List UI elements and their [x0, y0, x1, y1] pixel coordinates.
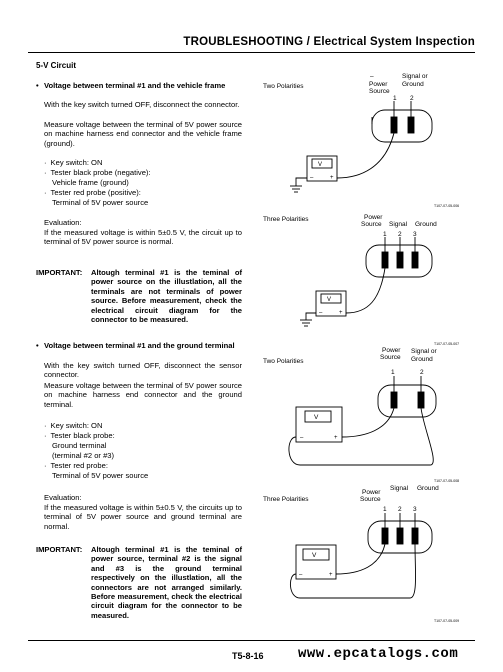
svg-text:Ground: Ground [411, 356, 433, 363]
svg-text:Ground: Ground [417, 485, 439, 492]
svg-text:1: 1 [383, 231, 387, 238]
block1-item-2: · Tester black probe (negative): [44, 168, 151, 177]
block1-item-4: · Tester red probe (positive): [44, 188, 141, 197]
bullet-title-2: • Voltage between terminal #1 and the ground terminal [36, 341, 235, 350]
svg-text:3: 3 [413, 506, 417, 513]
block2-p1: With the key switch turned OFF, disconnect the sensor connector. [44, 361, 242, 380]
svg-text:T107-07-05-008: T107-07-05-008 [434, 479, 460, 483]
svg-text:Three Polarities: Three Polarities [263, 496, 309, 503]
diagram1-signal-label-b: Ground [402, 81, 424, 88]
bullet-icon: • [36, 341, 39, 350]
page-header: TROUBLESHOOTING / Electrical System Inspection [183, 36, 475, 48]
block1-p1: With the key switch turned OFF, disconnect the connector. [44, 100, 240, 109]
block1-eval-text: If the measured voltage is within 5±0.5 V, the circuit up to terminal of 5V power source is normal. [44, 228, 242, 247]
svg-text:T107-07-05-009: T107-07-05-009 [434, 619, 460, 623]
important-text-2: Altough terminal #1 is the teminal of power source, terminal #2 is the signal and #3 is the ground terminal respectively on the illustlation, all the connectors are not arranged similarly. Before measurement, check the electrical circuit diagram for the connector to be measured. [91, 545, 242, 620]
svg-text:–: – [319, 310, 323, 316]
svg-text:V: V [318, 162, 323, 168]
diagram1-signal-label-a: Signal or [402, 73, 428, 80]
page-number: T5-8-16 [232, 651, 264, 661]
svg-text:+: + [329, 572, 333, 578]
diagram-two-polarities-2 [263, 347, 459, 483]
important-label-2: IMPORTANT: [36, 545, 83, 554]
important-text-1: Altough terminal #1 is the teminal of power source on the illustlation, all the terminals are not terminals of power source. Before measurement, check the electrical circuit diagram for the connector to be measured. [91, 268, 242, 325]
block1-item-1: · Key switch: ON [44, 158, 103, 167]
svg-text:Source: Source [360, 496, 381, 503]
svg-text:V: V [312, 552, 317, 559]
svg-text:Power: Power [362, 489, 381, 496]
diagram2-caption: Three Polarities [263, 216, 309, 223]
svg-text:Two Polarities: Two Polarities [263, 358, 304, 365]
svg-text:+: + [339, 310, 343, 316]
svg-text:2: 2 [420, 369, 424, 376]
diagram1-caption: Two Polarities [263, 83, 304, 90]
svg-text:2: 2 [398, 231, 402, 238]
diagram1-power-label-b: Source [369, 88, 390, 95]
svg-text:Signal or: Signal or [411, 348, 437, 355]
block1-item-5: Terminal of 5V power source [52, 198, 149, 207]
svg-text:V: V [314, 414, 319, 421]
svg-text:+: + [330, 175, 334, 181]
block2-item-2: · Tester black probe: [44, 431, 115, 440]
pin-2 [408, 117, 414, 133]
diagram1-code: T107-07-05-006 [434, 204, 460, 208]
block2-item-6: Terminal of 5V power source [52, 471, 149, 480]
footer-rule [28, 640, 475, 641]
diagram1-power-label-a: Power [369, 81, 388, 88]
diagram1-num-2: 2 [410, 95, 414, 102]
block2-item-1: · Key switch: ON [44, 421, 103, 430]
pin-1 [391, 117, 397, 133]
block2-eval-label: Evaluation: [44, 493, 82, 502]
svg-text:–: – [300, 435, 304, 441]
svg-text:–: – [299, 572, 303, 578]
svg-text:3: 3 [413, 231, 417, 238]
svg-text:T107-07-05-007: T107-07-05-007 [434, 342, 460, 346]
svg-text:Source: Source [361, 221, 382, 228]
connector-3 [378, 385, 436, 417]
diagram1-num-1: 1 [393, 95, 397, 102]
block1-eval-label: Evaluation: [44, 218, 82, 227]
diagram1-dash: – [370, 73, 374, 80]
svg-text:Power: Power [364, 214, 383, 221]
block1-item-3: Vehicle frame (ground) [52, 178, 129, 187]
section-title: 5-V Circuit [36, 61, 77, 70]
svg-text:Source: Source [380, 354, 401, 361]
svg-text:Power: Power [382, 347, 401, 354]
svg-text:Ground: Ground [415, 221, 437, 228]
watermark-url: www.epcatalogs.com [298, 646, 459, 662]
svg-text:1: 1 [391, 369, 395, 376]
svg-text:+: + [334, 435, 338, 441]
svg-text:–: – [310, 175, 314, 181]
block2-p2: Measure voltage between the terminal of 5V power source on machine harness end connector and the ground terminal. [44, 381, 242, 409]
connector-1 [372, 110, 432, 142]
block2-item-3: Ground terminal [52, 441, 107, 450]
diagram-three-polarities-2 [263, 485, 459, 623]
diagram-three-polarities-1 [263, 214, 459, 346]
svg-text:Signal: Signal [389, 221, 408, 228]
block2-eval-text: If the measured voltage is within 5±0.5 V, the circuits up to terminal of 5V power source and ground terminal are normal. [44, 503, 242, 531]
svg-text:V: V [327, 297, 332, 303]
svg-text:2: 2 [398, 506, 402, 513]
block2-item-4: (terminal #2 or #3) [52, 451, 115, 460]
important-label-1: IMPORTANT: [36, 268, 83, 277]
block1-p2: Measure voltage between the terminal of 5V power source on machine harness end connector and the vehicle frame (ground). [44, 120, 242, 148]
bullet-icon: • [36, 81, 39, 90]
svg-text:1: 1 [383, 506, 387, 513]
diagram-two-polarities-1 [263, 73, 459, 208]
bullet-title-1: • Voltage between terminal #1 and the vehicle frame [36, 81, 226, 90]
svg-text:Signal: Signal [390, 485, 409, 492]
block2-item-5: · Tester red probe: [44, 461, 108, 470]
